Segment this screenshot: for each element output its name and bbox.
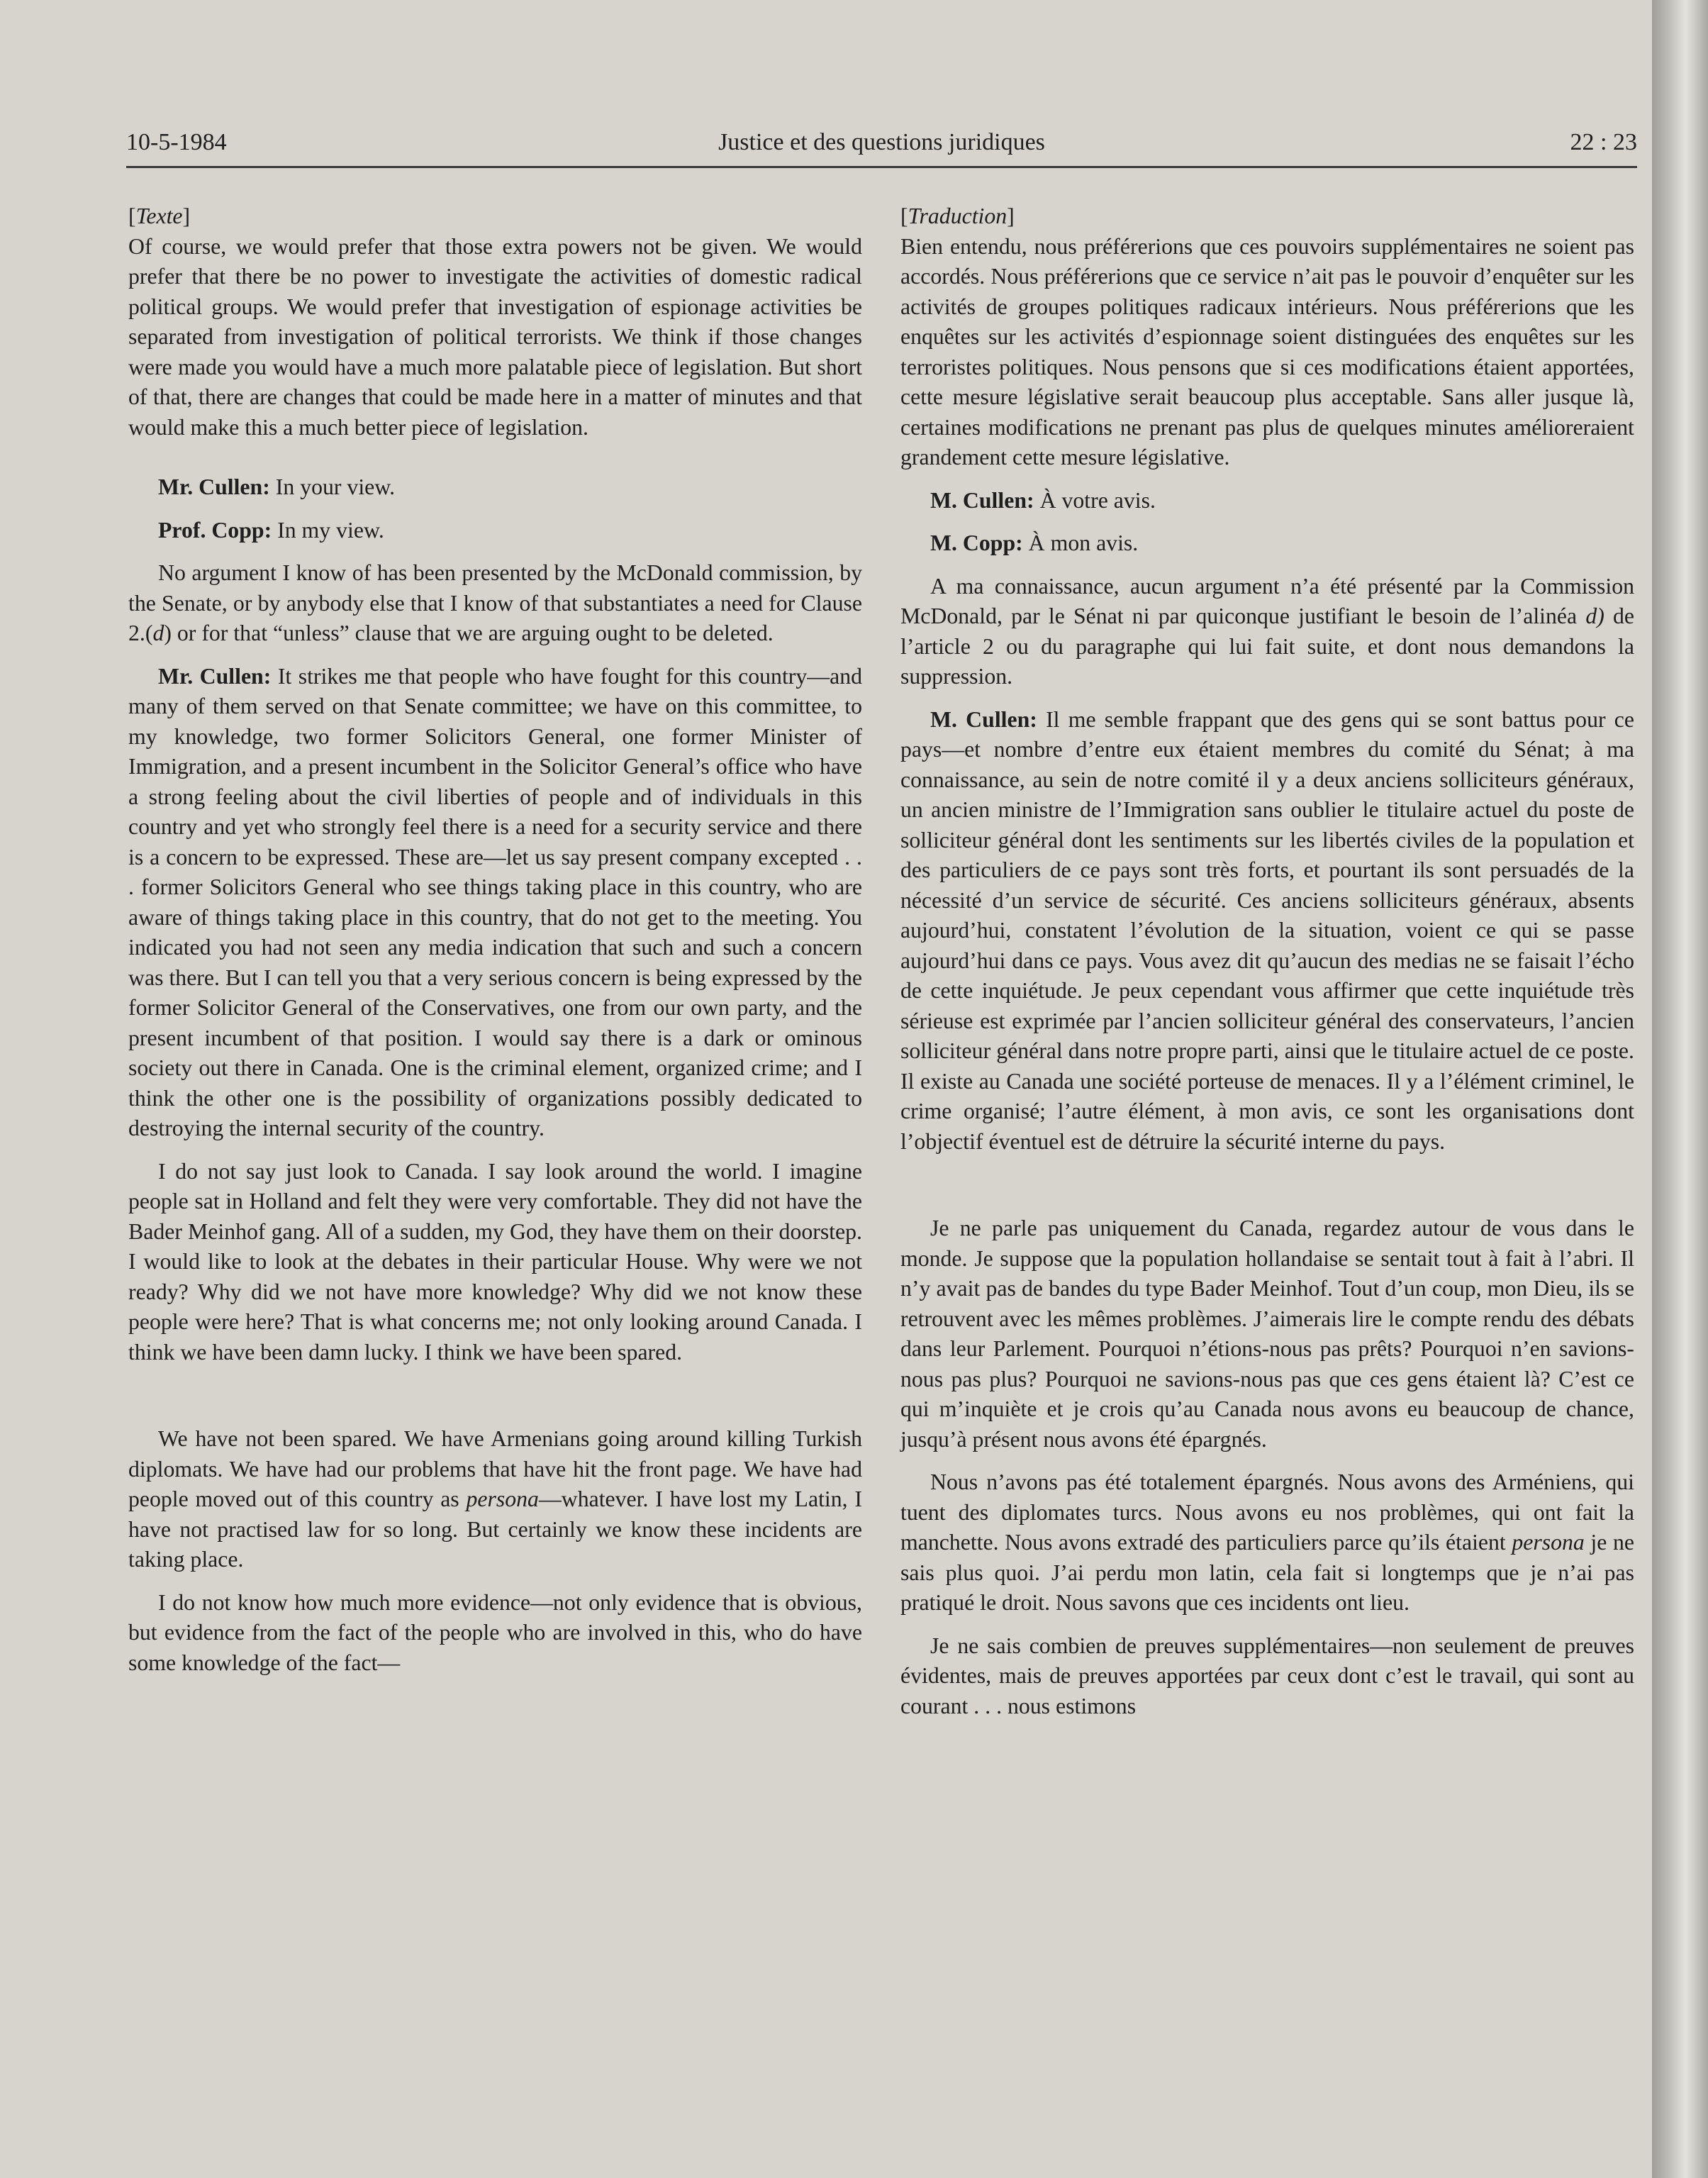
page-header xyxy=(126,126,1637,168)
paragraph: I do not know how much more evidence—not only evidence that is obvious, but evidence from the fact of the people who are involved in this, who do have some knowledge of the fact— xyxy=(128,1589,862,1675)
speaker-name: Prof. Copp: xyxy=(158,517,272,543)
paragraph: No argument I know of has been presented by the McDonald commission, by the Senate, or by anybody else that I know of that substantiates a need for Clause 2.(d) or for that “unless” clause that we are arguing ought to be deleted. xyxy=(128,560,862,645)
paragraph: Je ne parle pas uniquement du Canada, regardez autour de vous dans le monde. Je suppose que la population hollandaise se sentait tout à fait à l’abri. Il n’y avait pas de bandes du type Bader Meinhof. Tout d’un coup, mon Dieu, ils se retrouvent avec les mêmes problèmes. J’aimerais lire le compte rendu des débats dans leur Parlement. Pourquoi n’étions-nous pas prêts? Pourquoi n’en savions-nous pas plus? Pourquoi ne savions-nous pas que ces gens étaient là? C’est ce qui m’inquiète et je crois qu’au Canada nous avons eu beaucoup de chance, jusqu’à présent nous avons été épargnés. xyxy=(900,1216,1634,1452)
paragraph: Of course, we would prefer that those extra powers not be given. We would prefer that there be no power to investigate the activities of domestic radical political groups. We would prefer that investigation of espionage activities be separated from investigation of political terrorists. We think if those changes were made you would have a much more palatable piece of legislation. But short of that, there are changes that could be made here in a matter of minutes and that would make this a much better piece of legislation. xyxy=(128,233,862,440)
paragraph: M. Cullen: À votre avis. xyxy=(930,487,1156,513)
header-date: 10-5-1984 xyxy=(126,129,227,155)
english-column xyxy=(128,201,862,1691)
speaker-name: M. Cullen: xyxy=(930,487,1034,513)
paragraph: M. Copp: À mon avis. xyxy=(930,530,1139,555)
speaker-name: M. Cullen: xyxy=(930,706,1037,732)
header-title: Justice et des questions juridiques xyxy=(718,129,1045,155)
translation-tag: [Traduction] xyxy=(900,204,1015,228)
paragraph: Mr. Cullen: It strikes me that people who have fought for this country—and many of them served on that Senate committee; we have on this committee, to my knowledge, two former Solicitors General, one former Minister of Immigration, and a present incumbent in the Solicitor General’s office who have a strong feeling about the civil liberties of people and of individuals in this country and yet who strongly feel there is a need for a security service and there is a concern to be expressed. These are—let us say present company excepted . . . former Solicitors General who see things taking place in this country, who are aware of things taking place in this country, that do not get to the meeting. You indicated you had not seen any media indication that such and such a concern was there. But I can tell you that a very serious concern is being expressed by the former Solicitor General of the Conservatives, one from our own party, and the present incumbent of that position. I would say there is a dark or ominous society out there in Canada. One is the criminal element, organized crime; and I think the other one is the possibility of organizations possibly dedicated to destroying the internal security of the country. xyxy=(128,663,862,1140)
header-page-number: 22 : 23 xyxy=(1570,129,1637,155)
text-tag: [Texte] xyxy=(128,204,191,228)
speaker-name: Mr. Cullen: xyxy=(158,663,272,689)
paragraph: We have not been spared. We have Armenians going around killing Turkish diplomats. We have had our problems that have hit the front page. We have had people moved out of this country as persona—whatever. I have lost my Latin, I have not practised law for so long. But certainly we know these incidents are taking place. xyxy=(128,1426,862,1572)
paragraph: M. Cullen: Il me semble frappant que des gens qui se sont battus pour ce pays—et nombre d’entre eux étaient membres du comité du Sénat; à ma connaissance, au sein de notre comité il y a deux anciens solliciteurs généraux, un ancien ministre de l’Immigration sans oublier le titulaire actuel du poste de solliciteur général dont les sentiments sur les libertés civiles de la population et des particuliers de ce pays sont très forts, et pourtant ils sont persuadés de la nécessité d’un service de sécurité. Ces anciens solliciteurs généraux, absents aujourd’hui, constatent l’évolution de la situation, voient ce qui se passe aujourd’hui dans ce pays. Vous avez dit qu’aucun des medias ne se faisait l’écho de cette inquiétude. Je peux cependant vous affirmer que cette inquiétude très sérieuse est exprimée par l’ancien solliciteur général des conservateurs, l’ancien solliciteur général dans notre propre parti, ainsi que le titulaire actuel de ce poste. Il existe au Canada une société porteuse de menaces. Il y a l’élément criminel, le crime organisé; l’autre élément, à mon avis, ce sont les organisations dont l’objectif éventuel est de détruire la sécurité interne du pays. xyxy=(900,706,1634,1154)
paragraph: Nous n’avons pas été totalement épargnés. Nous avons des Arméniens, qui tuent des diplomates turcs. Nous avons eu nos problèmes, qui ont fait la manchette. Nous avons extradé des particuliers parce qu’ils étaient persona je ne sais plus quoi. J’ai perdu mon latin, cela fait si longtemps que je n’ai pas pratiqué le droit. Nous savons que ces incidents ont lieu. xyxy=(900,1469,1635,1615)
paragraph: Mr. Cullen: In your view. xyxy=(158,474,396,499)
speaker-name: M. Copp: xyxy=(930,530,1023,555)
paragraph: A ma connaissance, aucun argument n’a été présenté par la Commission McDonald, par le Sénat ni par quiconque justifiant le besoin de l’alinéa d) de l’article 2 ou du paragraphe qui lui fait suite, et dont nous demandons la suppression. xyxy=(900,573,1634,689)
paragraph: Bien entendu, nous préférerions que ces pouvoirs supplémentaires ne soient pas accordés. Nous préférerions que ce service n’ait pas le pouvoir d’enquêter sur les activités de groupes politiques radicaux intérieurs. Nous préférerions que les enquêtes sur les activités d’espionnage soient distinguées des enquêtes sur les terroristes politiques. Nous pensons que si ces modifications étaient apportées, cette mesure législative serait beaucoup plus acceptable. Sans aller jusque là, certaines modifications ne prenant pas plus de quelques minutes amélioreraient grandement cette mesure législative. xyxy=(900,233,1634,470)
book-binding-edge xyxy=(1652,0,1708,2178)
paragraph: I do not say just look to Canada. I say look around the world. I imagine people sat in Holland and felt they were very comfortable. They did not have the Bader Meinhof gang. All of a sudden, my God, they have them on their doorstep. I would like to look at the debates in their particular House. Why were we not ready? Why did we not have more knowledge? Why did we not know these people were here? That is what concerns me; not only looking around Canada. I think we have been damn lucky. I think we have been spared. xyxy=(128,1158,862,1365)
speaker-name: Mr. Cullen: xyxy=(158,474,270,499)
french-column xyxy=(900,201,1634,1734)
paragraph: Je ne sais combien de preuves supplémentaires—non seulement de preuves évidentes, mais de preuves apportées par ceux dont c’est le travail, qui sont au courant . . . nous estimons xyxy=(900,1633,1634,1718)
paragraph: Prof. Copp: In my view. xyxy=(158,517,384,543)
